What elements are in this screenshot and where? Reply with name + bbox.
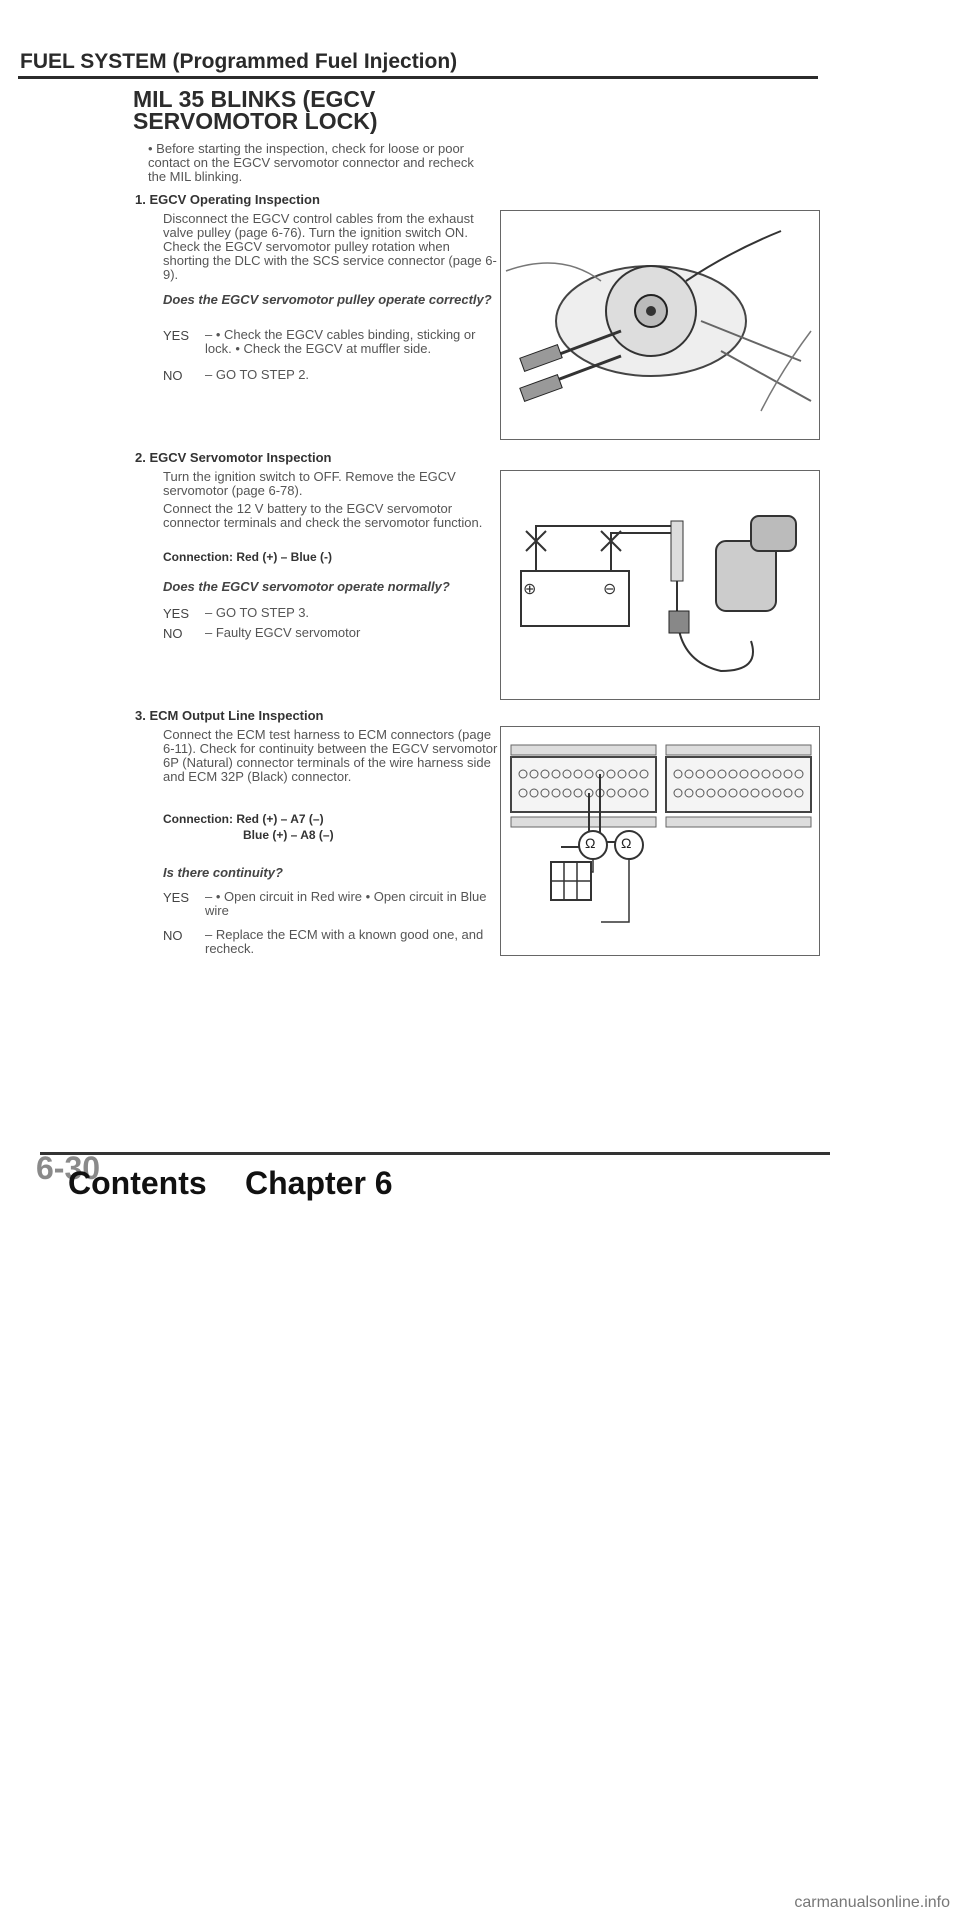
- step-2-body-2: Connect the 12 V battery to the EGCV servomotor connector terminals and check the servomotor function.: [163, 501, 483, 530]
- section-header: FUEL SYSTEM (Programmed Fuel Injection): [20, 50, 458, 73]
- step-3-connection-2: Blue (+) – A8 (–): [243, 828, 334, 842]
- contents-link[interactable]: Contents: [68, 1165, 207, 1201]
- intro-bullet: • Before starting the inspection, check for loose or poor contact on the EGCV servomotor connector and recheck the MIL blinking.: [148, 141, 474, 184]
- step-1-question: Does the EGCV servomotor pulley operate correctly?: [163, 292, 492, 307]
- step-3-connection: Connection: Red (+) – A7 (–): [163, 812, 324, 826]
- step-3-yes-text: – • Open circuit in Red wire • Open circuit in Blue wire: [205, 889, 487, 918]
- step-2-body: Turn the ignition switch to OFF. Remove the EGCV servomotor (page 6-78).: [163, 469, 456, 498]
- step-2-yes-text: – GO TO STEP 3.: [205, 605, 310, 620]
- step-3-body: Connect the ECM test harness to ECM connectors (page 6-11). Check for continuity between the EGCV servomotor 6P (Natural) connector terminals of the wire harness side and ECM 32P (Black) connector.: [163, 727, 498, 784]
- step-1-yes-text: – • Check the EGCV cables binding, sticking or lock. • Check the EGCV at muffler side.: [205, 327, 476, 356]
- step-3-no-text: – Replace the ECM with a known good one, and recheck.: [205, 927, 484, 956]
- battery-negative-terminal: ⊖: [603, 581, 617, 598]
- step-1-body: Disconnect the EGCV control cables from the exhaust valve pulley (page 6-76). Turn the ignition switch ON. Check the EGCV servomotor pulley rotation when shorting the DLC with the SCS service connector (page 6-9).: [163, 211, 497, 282]
- step-2-yes-label: YES: [163, 606, 190, 621]
- step-2-no-text: – Faulty EGCV servomotor: [205, 625, 361, 640]
- step-2-no-label: NO: [163, 626, 183, 641]
- pulley-figure: [500, 210, 820, 440]
- pulley-illustration: [501, 211, 819, 439]
- step-2-heading: 2. EGCV Servomotor Inspection: [135, 450, 332, 465]
- step-1-no-text: – GO TO STEP 2.: [205, 367, 310, 382]
- battery-figure: [500, 470, 820, 700]
- battery-positive-terminal: ⊕: [523, 581, 537, 598]
- ecm-harness-illustration: [501, 727, 819, 955]
- battery-servomotor-illustration: [501, 471, 819, 699]
- step-3-no-label: NO: [163, 928, 183, 943]
- header-rule: [18, 76, 818, 79]
- watermark: carmanualsonline.info: [794, 1894, 950, 1911]
- footer-rule: [40, 1152, 830, 1155]
- ecm-connector-figure: [500, 726, 820, 956]
- step-3-heading: 3. ECM Output Line Inspection: [135, 708, 324, 723]
- ohmmeter-symbol-2: Ω: [621, 835, 632, 851]
- ohmmeter-symbol-1: Ω: [585, 835, 596, 851]
- page-title: MIL 35 BLINKS (EGCV SERVOMOTOR LOCK): [133, 86, 378, 134]
- step-2-question: Does the EGCV servomotor operate normally?: [163, 579, 450, 594]
- step-1-no-label: NO: [163, 368, 183, 383]
- page-number: 6-30: [36, 1150, 101, 1186]
- step-3-question: Is there continuity?: [163, 865, 283, 880]
- step-3-yes-label: YES: [163, 890, 190, 905]
- step-2-connection: Connection: Red (+) – Blue (-): [163, 550, 332, 564]
- step-1-heading: 1. EGCV Operating Inspection: [135, 192, 320, 207]
- chapter-link[interactable]: Chapter 6: [245, 1165, 393, 1201]
- step-1-yes-label: YES: [163, 328, 190, 343]
